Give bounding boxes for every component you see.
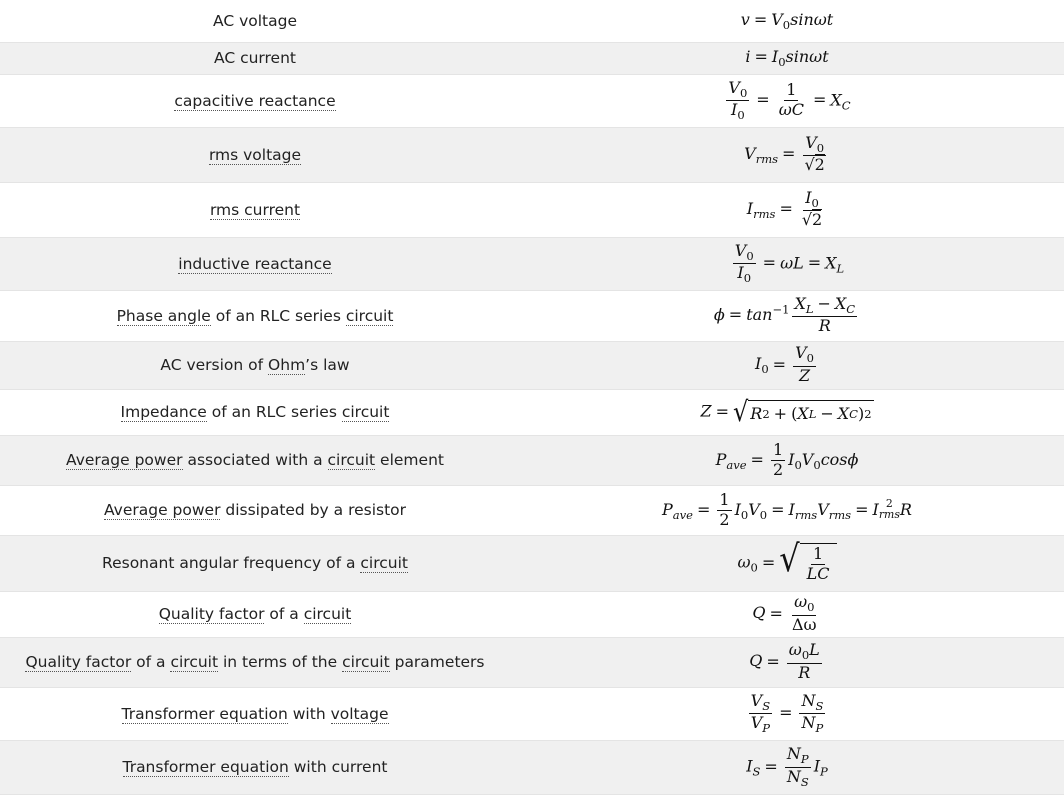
glossary-link[interactable]: rms current — [209, 200, 301, 219]
glossary-link[interactable]: circuit — [345, 306, 394, 325]
term-text: of an RLC series — [210, 306, 346, 325]
term-text: in terms of the — [218, 653, 343, 671]
table-row — [0, 341, 1064, 389]
term-text: with — [287, 704, 331, 723]
table-row — [0, 74, 1064, 127]
term-cell — [0, 182, 510, 237]
term-cell — [0, 591, 510, 637]
formula-transformer-voltage: $\frac{V_S}{V_P}$ = $\frac{N_S}{N_P}$ — [750, 690, 824, 736]
term-text: AC version of — [160, 356, 269, 374]
table-row — [0, 42, 1064, 74]
glossary-link[interactable]: inductive reactance — [178, 254, 332, 273]
table-row — [0, 687, 1064, 740]
glossary-link[interactable]: circuit — [170, 653, 219, 671]
formula-quality-factor: Q = $\frac{\omega_0}{\Delta\omega}$ — [752, 592, 817, 634]
glossary-link[interactable]: rms voltage — [208, 145, 302, 164]
term-text: dissipated by a resistor — [220, 501, 407, 519]
glossary-link[interactable]: Quality factor — [25, 653, 132, 671]
formula-ohms-law: $I_0$ = $\frac{V_0}{Z}$ — [755, 343, 814, 385]
formula-ac-current: $i = I_0\sin\omega t$ — [745, 46, 829, 70]
term-cell — [0, 290, 510, 341]
formula-average-power-resistor: $P_{ave}$ = $\frac{1}{2}$ $I_0V_0 = I_{rms}V_{rms} = I$ 2 rms R — [662, 489, 912, 529]
term-cell — [0, 637, 510, 687]
glossary-link[interactable]: Transformer equation — [122, 758, 289, 776]
term-cell — [0, 237, 510, 290]
glossary-link[interactable]: circuit — [341, 403, 390, 421]
term-cell — [0, 74, 510, 127]
table-row — [0, 740, 1064, 794]
term-text: ’s law — [305, 356, 350, 374]
glossary-link[interactable]: circuit — [342, 653, 390, 671]
table-row — [0, 485, 1064, 535]
table-row — [0, 182, 1064, 237]
term-cell — [0, 389, 510, 435]
glossary-link[interactable]: Impedance — [120, 403, 207, 421]
glossary-link[interactable]: Quality factor — [158, 605, 265, 623]
table-row — [0, 127, 1064, 182]
formula-resonant-frequency: $\omega_0$ = √ $\frac{1}{LC}$ — [510, 535, 1064, 591]
table-row — [0, 591, 1064, 637]
glossary-link[interactable]: Phase angle — [116, 306, 211, 325]
glossary-link[interactable]: Ohm — [268, 356, 306, 374]
term-text: associated with a — [182, 451, 328, 469]
glossary-link[interactable]: Average power — [103, 501, 221, 519]
glossary-link[interactable]: capacitive reactance — [174, 91, 336, 110]
term-cell — [0, 127, 510, 182]
term-text: of a — [264, 605, 304, 623]
term-text: AC voltage — [213, 11, 297, 30]
formula-phase-angle: $\phi = \tan^{-1}$ $\frac{X_L - X_C}{R}$ — [713, 293, 856, 336]
formula-capacitive-reactance: $\frac{V_0}{I_0}$ = $\frac{1}{\omega C}$ = $X_C$ — [728, 77, 851, 123]
table-row — [0, 237, 1064, 290]
term-cell — [0, 687, 510, 740]
term-text: of an RLC series — [206, 403, 342, 421]
formula-rms-voltage: $V_{rms}$ = $\frac{V_0}{√2}$ — [744, 132, 825, 175]
formula-transformer-current: $I_S$ = $\frac{N_P}{N_S}$ $I_P$ — [746, 744, 828, 789]
formula-average-power-element: $P_{ave}$ = $\frac{1}{2}$ $I_0V_0\cos\phi$ — [715, 439, 859, 479]
table-row — [0, 0, 1064, 42]
term-text: parameters — [389, 653, 485, 671]
term-cell — [0, 740, 510, 794]
glossary-link[interactable]: circuit — [360, 554, 408, 572]
table-row — [0, 637, 1064, 687]
glossary-link[interactable]: circuit — [327, 451, 376, 469]
term-text: AC current — [214, 49, 296, 67]
term-cell — [0, 435, 510, 485]
formula-inductive-reactance: $\frac{V_0}{I_0}$ = $\omega L = X_L$ — [734, 240, 845, 286]
formula-rms-current: $I_{rms}$ = $\frac{I_0}{√2}$ — [746, 187, 823, 230]
formula-impedance: Z = √ R 2 + ( X L − X C ) 2 — [700, 395, 872, 429]
formula-quality-factor-params: Q = $\frac{\omega_0L}{R}$ — [749, 640, 820, 682]
glossary-link[interactable]: voltage — [330, 704, 389, 723]
table-row — [0, 290, 1064, 341]
term-cell — [0, 42, 510, 74]
formula-ac-voltage: $v = V_0\sin\omega t$ — [740, 9, 834, 32]
term-text: with current — [288, 758, 388, 776]
glossary-link[interactable]: Transformer equation — [121, 704, 288, 723]
table-row — [0, 389, 1064, 435]
term-cell — [0, 485, 510, 535]
table-row — [0, 435, 1064, 485]
term-text: element — [375, 451, 444, 469]
table-row — [0, 535, 1064, 591]
term-cell — [0, 341, 510, 389]
glossary-link[interactable]: circuit — [303, 605, 352, 623]
term-text: Resonant angular frequency of a — [102, 554, 361, 572]
term-cell — [0, 0, 510, 42]
term-cell — [0, 535, 510, 591]
glossary-link[interactable]: Average power — [66, 451, 183, 469]
term-text: of a — [131, 653, 171, 671]
